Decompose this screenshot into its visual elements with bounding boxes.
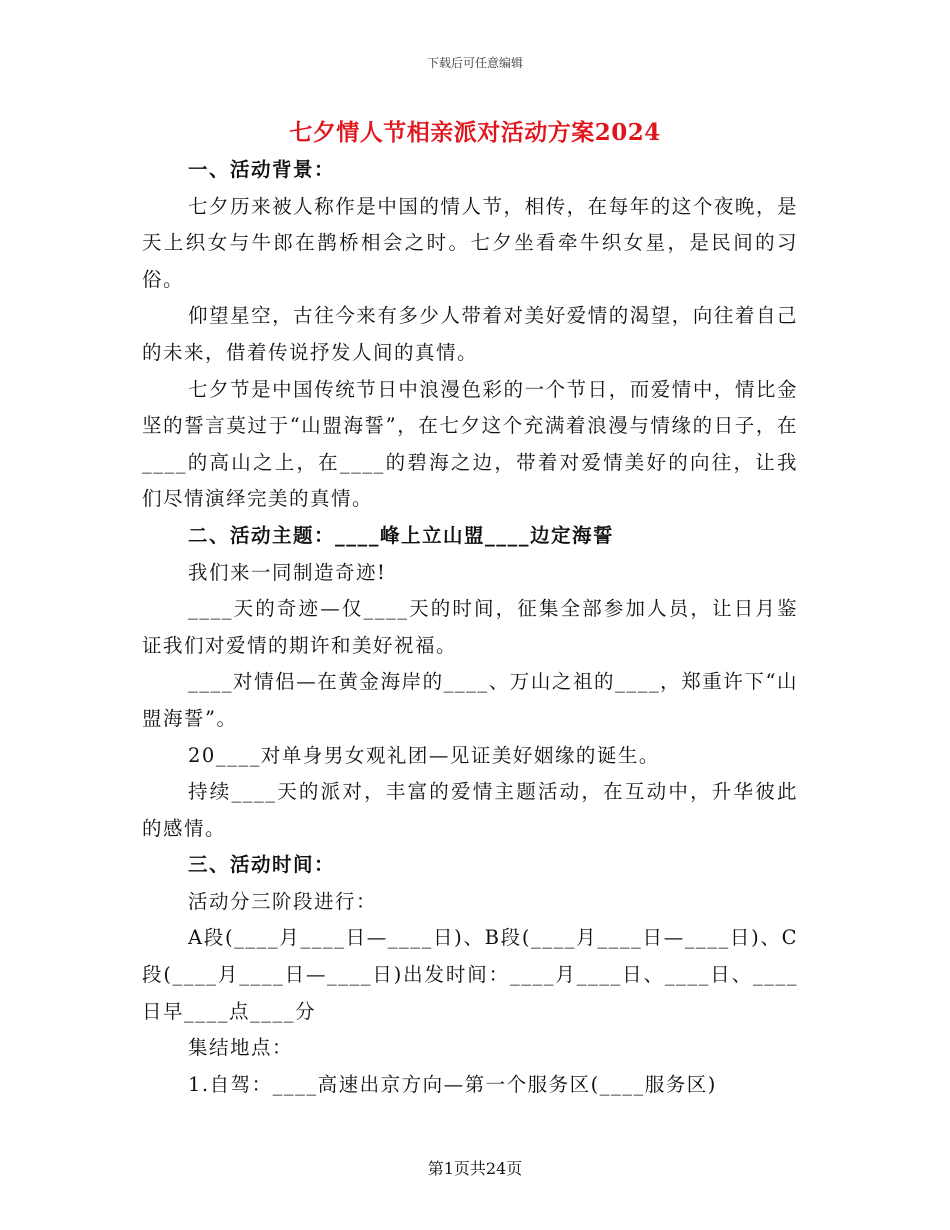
paragraph-time-3: 集结地点： <box>188 1036 294 1060</box>
paragraph-background-3: 七夕节是中国传统节日中浪漫色彩的一个节日，而爱情中，情比金坚的誓言莫过于“山盟海誓”，在七夕这个充满着浪漫与情缘的日子，在____的高山之上，在____的碧海之边，带着对爱情美好的向往，让我们尽情演绎完美的真情。 <box>142 377 798 511</box>
section-heading-time: 三、活动时间： <box>188 853 336 877</box>
paragraph-background-2: 仰望星空，古往今来有多少人带着对美好爱情的渴望，向往着自己的未来，借着传说抒发人间的真情。 <box>142 304 798 364</box>
paragraph-time-2: A段(____月____日—____日)、B段(____月____日—____日)、C段(____月____日—____日)出发时间：____月____日、____日、____日早____点____分 <box>142 926 798 1023</box>
section-heading-background: 一、活动背景： <box>188 158 336 181</box>
document-title: 七夕情人节相亲派对活动方案2024 <box>289 119 661 146</box>
paragraph-theme-5: 持续____天的派对，丰富的爱情主题活动，在互动中，升华彼此的感情。 <box>142 780 798 840</box>
paragraph-theme-4: 20____对单身男女观礼团—见证美好姻缘的诞生。 <box>188 743 660 767</box>
header-note: 下载后可任意编辑 <box>426 56 523 70</box>
page-number: 第1页共24页 <box>427 1159 523 1178</box>
paragraph-theme-2: ____天的奇迹—仅____天的时间，征集全部参加人员，让日月鉴证我们对爱情的期许和美好祝福。 <box>142 597 798 657</box>
document-body <box>142 152 798 1103</box>
section-heading-theme: 二、活动主题：____峰上立山盟____边定海誓 <box>188 523 615 547</box>
paragraph-time-4: 1.自驾：____高速出京方向—第一个服务区(____服务区) <box>188 1072 717 1096</box>
paragraph-background-1: 七夕历来被人称作是中国的情人节，相传，在每年的这个夜晚，是天上织女与牛郎在鹊桥相会之时。七夕坐看牵牛织女星，是民间的习俗。 <box>142 194 798 291</box>
paragraph-time-1: 活动分三阶段进行： <box>188 889 378 913</box>
paragraph-theme-3: ____对情侣—在黄金海岸的____、万山之祖的____，郑重许下“山盟海誓”。 <box>142 670 798 730</box>
paragraph-theme-1: 我们来一同制造奇迹! <box>188 560 387 584</box>
